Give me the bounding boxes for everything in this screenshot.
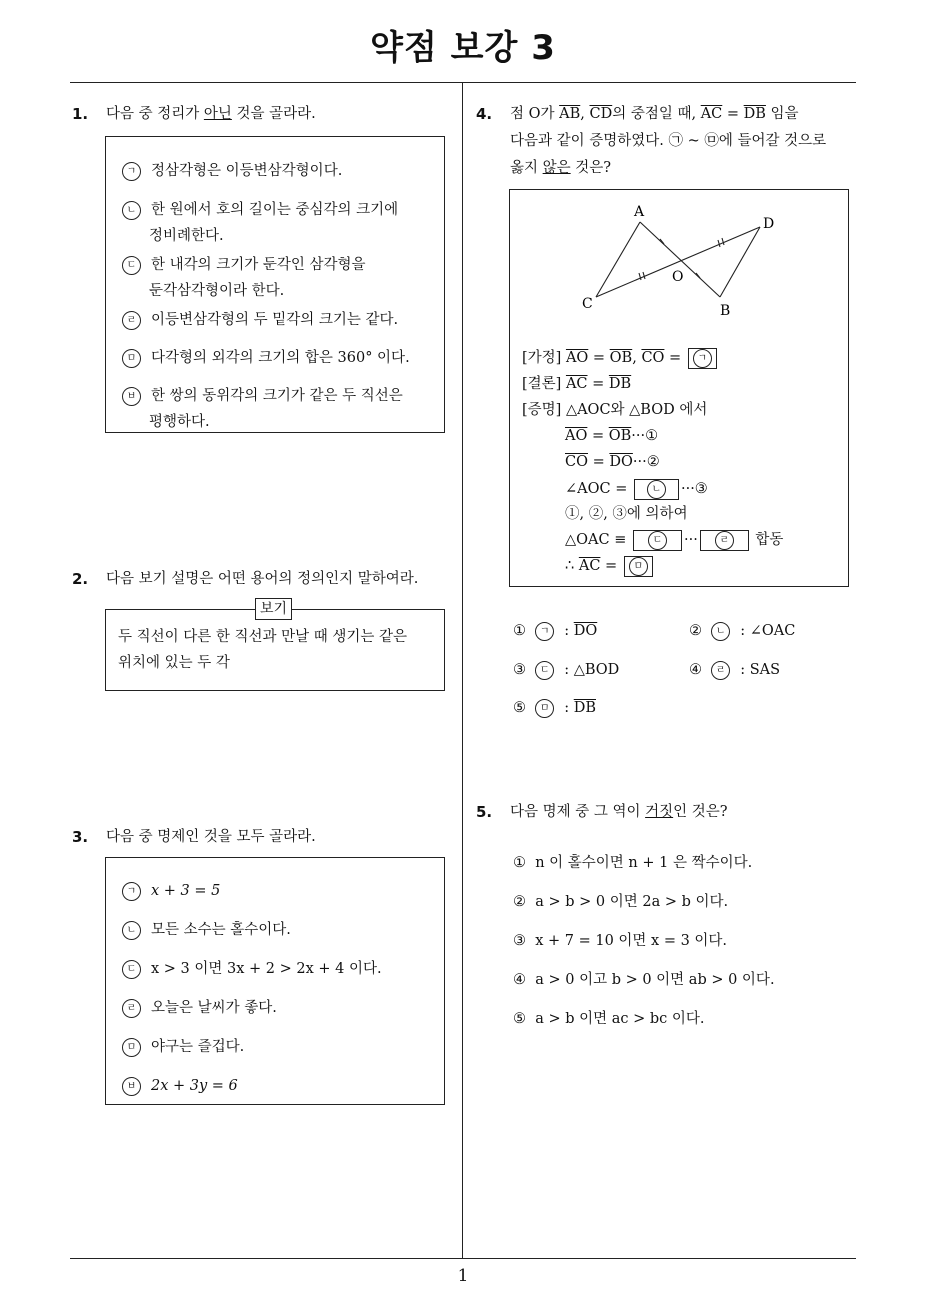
choice-number: ① bbox=[513, 855, 526, 871]
tick-mark bbox=[643, 272, 645, 279]
circled-mieum-icon: ㅁ bbox=[122, 349, 141, 368]
circled-mieum-icon: ㅁ bbox=[122, 1038, 141, 1057]
q4-text: 점 O가 bbox=[510, 106, 560, 122]
q1-prompt bbox=[106, 101, 316, 127]
q1-prompt-underlined: 아닌 bbox=[203, 106, 232, 122]
header-rule bbox=[70, 82, 856, 83]
proof-step-3 bbox=[565, 476, 708, 502]
proof-step-1: $\overline{AO}$ = $\overline{OB}\cdot\cdot\cdot ①$ bbox=[565, 428, 659, 444]
q3-item-text: x > 3 이면 3x + 2 > 2x + 4 이다. bbox=[151, 961, 382, 977]
circled-mieum-icon: ㅁ bbox=[629, 557, 648, 576]
q3-number: 3. bbox=[72, 828, 89, 846]
circled-digeut-icon: ㄷ bbox=[648, 531, 667, 550]
q1-item bbox=[122, 197, 398, 223]
choice-number: ③ bbox=[513, 933, 526, 949]
proof-given: [가정] $\overline{AO} = \overline{OB}$, $\overline{CO}$ = ㄱ bbox=[522, 345, 719, 371]
page-number: 1 bbox=[457, 1266, 469, 1286]
q4-text: 의 중점일 때, bbox=[612, 106, 701, 122]
segment-ac: $\overline{AC}$ bbox=[565, 376, 588, 392]
proof-step-6 bbox=[565, 553, 655, 579]
q3-item-text: 모든 소수는 홀수이다. bbox=[151, 922, 291, 938]
blank-box-mieum bbox=[624, 556, 653, 577]
q5-underlined: 거짓 bbox=[645, 804, 674, 820]
q1-item-cont: 정비례한다. bbox=[149, 228, 224, 244]
q1-item bbox=[122, 158, 342, 184]
choice-number: ② bbox=[689, 623, 702, 639]
choice-text: $\overline{DO}$ bbox=[573, 623, 598, 639]
vertex-o-label: O bbox=[672, 269, 684, 285]
proof-text: 합동 bbox=[755, 532, 784, 548]
choice-number: ④ bbox=[513, 972, 526, 988]
circled-giyeok-icon: ㄱ bbox=[535, 622, 554, 641]
circled-digeut-icon: ㄷ bbox=[122, 960, 141, 979]
circled-giyeok-icon: ㄱ bbox=[122, 882, 141, 901]
proof-text: △OAC ≡ bbox=[565, 532, 627, 548]
q3-item bbox=[122, 1034, 244, 1060]
q3-item bbox=[122, 878, 220, 904]
circled-rieul-icon: ㄹ bbox=[122, 999, 141, 1018]
proof-text: ··· bbox=[683, 532, 698, 548]
segment-ab-line bbox=[640, 222, 720, 297]
q1-item-cont: 둔각삼각형이라 한다. bbox=[149, 283, 285, 299]
choice-text: △BOD bbox=[573, 662, 620, 678]
q3-item-text: x + 3 = 5 bbox=[151, 883, 221, 899]
q5-choice[interactable] bbox=[513, 1006, 705, 1032]
q3-item-text: 오늘은 날씨가 좋다. bbox=[151, 1000, 277, 1016]
tick-mark bbox=[722, 238, 724, 245]
proof-tag: [증명] bbox=[522, 402, 562, 418]
segment-ca-line bbox=[596, 222, 640, 297]
vertex-d-label: D bbox=[763, 216, 775, 232]
segment-do: $\overline{DO}$ bbox=[609, 454, 633, 470]
q4-text: = bbox=[722, 106, 744, 122]
segment-ob: $\overline{OB}$ bbox=[608, 428, 632, 444]
circled-nieun-icon: ㄴ bbox=[647, 480, 666, 499]
q4-prompt-line3 bbox=[510, 155, 611, 181]
choice-text: a > 0 이고 b > 0 이면 ab > 0 이다. bbox=[535, 972, 775, 988]
blank-box-giyeok bbox=[688, 348, 717, 369]
q1-item-text: 이등변삼각형의 두 밑각의 크기는 같다. bbox=[151, 312, 399, 328]
circled-bieup-icon: ㅂ bbox=[122, 387, 141, 406]
column-divider bbox=[462, 82, 463, 1259]
choice-number: ④ bbox=[689, 662, 702, 678]
blank-box-digeut bbox=[633, 530, 682, 551]
proof-text: ∠AOC = bbox=[565, 481, 628, 497]
circled-rieul-icon: ㄹ bbox=[715, 531, 734, 550]
q5-choice[interactable] bbox=[513, 889, 728, 915]
proof-text: = bbox=[605, 558, 618, 574]
q1-item-text: 한 원에서 호의 길이는 중심각의 크기에 bbox=[151, 202, 399, 218]
q5-text: 다음 명제 중 그 역이 bbox=[510, 804, 646, 820]
segment-db: $\overline{DB}$ bbox=[743, 106, 766, 122]
circled-giyeok-icon: ㄱ bbox=[693, 349, 712, 368]
segment-cd-line bbox=[596, 227, 760, 297]
segment-co: $\overline{CO}$ bbox=[565, 454, 588, 470]
q3-item bbox=[122, 1073, 238, 1099]
q1-item bbox=[122, 252, 366, 278]
segment-ao: $\overline{AO}$ bbox=[565, 428, 588, 444]
choice-text: a > b 이면 ac > bc 이다. bbox=[535, 1011, 705, 1027]
q4-prompt-line1 bbox=[510, 101, 799, 127]
proof-conclusion: [결론] $\overline{AC} = \overline{DB}$ bbox=[522, 376, 632, 392]
given-tag: [가정] bbox=[522, 350, 562, 366]
q4-prompt-line2: 다음과 같이 증명하였다. ㉠ ~ ㉤에 들어갈 것으로 bbox=[510, 133, 827, 149]
segment-cd: $\overline{CD}$ bbox=[589, 106, 613, 122]
segment-db: $\overline{DB}$ bbox=[608, 376, 632, 392]
q4-choice[interactable]: ① ㄱ : $\overline{DO}$ bbox=[513, 623, 598, 639]
segment-co: $\overline{CO}$ bbox=[641, 350, 665, 366]
segment-ob: $\overline{OB}$ bbox=[609, 350, 633, 366]
footer-rule bbox=[70, 1258, 856, 1259]
proof-intro bbox=[522, 397, 707, 423]
choice-number: ⑤ bbox=[513, 1011, 526, 1027]
q5-choice[interactable] bbox=[513, 850, 752, 876]
circled-rieul-icon: ㄹ bbox=[711, 661, 730, 680]
proof-step-4: ①, ②, ③에 의하여 bbox=[565, 506, 688, 522]
q3-item bbox=[122, 956, 382, 982]
segment-ab: $\overline{AB}$ bbox=[559, 106, 581, 122]
circled-digeut-icon: ㄷ bbox=[535, 661, 554, 680]
q5-choice[interactable] bbox=[513, 928, 727, 954]
q3-item-text: 2x + 3y = 6 bbox=[151, 1078, 238, 1094]
therefore-symbol: ∴ bbox=[565, 558, 575, 574]
q2-box-line: 두 직선이 다른 한 직선과 만날 때 생기는 같은 bbox=[118, 629, 407, 645]
q1-item bbox=[122, 383, 403, 409]
choice-number: ① bbox=[513, 623, 526, 639]
step-ref: ···② bbox=[632, 454, 660, 470]
q2-number: 2. bbox=[72, 570, 89, 588]
q1-item bbox=[122, 345, 410, 371]
q2-prompt: 다음 보기 설명은 어떤 용어의 정의인지 말하여라. bbox=[106, 571, 419, 587]
q4-choice[interactable]: ④ ㄹ : SAS bbox=[689, 662, 781, 678]
q1-prompt-pre: 다음 중 정리가 bbox=[106, 106, 204, 122]
q4-text: 임을 bbox=[765, 106, 799, 122]
q4-choice[interactable]: ② ㄴ : ∠OAC bbox=[689, 623, 796, 639]
circled-giyeok-icon: ㄱ bbox=[122, 162, 141, 181]
segment-ac: $\overline{AC}$ bbox=[700, 106, 723, 122]
q1-item-text: 한 내각의 크기가 둔각인 삼각형을 bbox=[151, 257, 366, 273]
q3-item bbox=[122, 995, 277, 1021]
q4-underlined: 않은 bbox=[542, 160, 571, 176]
q1-item-text: 한 쌍의 동위각의 크기가 같은 두 직선은 bbox=[151, 388, 403, 404]
blank-box-nieun bbox=[634, 479, 679, 500]
q4-choice[interactable]: ③ ㄷ : △BOD bbox=[513, 662, 620, 678]
proof-text: △AOC와 △BOD 에서 bbox=[565, 402, 708, 418]
tick-mark bbox=[718, 240, 720, 247]
q4-text: 옳지 bbox=[510, 160, 543, 176]
circled-rieul-icon: ㄹ bbox=[122, 311, 141, 330]
step-ref: ···① bbox=[631, 428, 659, 444]
conclusion-tag: [결론] bbox=[522, 376, 562, 392]
choice-number: ③ bbox=[513, 662, 526, 678]
circled-nieun-icon: ㄴ bbox=[711, 622, 730, 641]
segment-db-line bbox=[720, 227, 760, 297]
q1-number: 1. bbox=[72, 105, 89, 123]
segment-ao: $\overline{AO}$ bbox=[565, 350, 589, 366]
choice-text: x + 7 = 10 이면 x = 3 이다. bbox=[535, 933, 728, 949]
choice-text: $\overline{DB}$ bbox=[573, 700, 596, 716]
q1-item-cont: 평행하다. bbox=[149, 414, 210, 430]
vertex-b-label: B bbox=[720, 303, 731, 319]
q5-prompt bbox=[510, 799, 728, 825]
choice-text: a > b > 0 이면 2a > b 이다. bbox=[535, 894, 729, 910]
q4-text: 것은? bbox=[570, 160, 612, 176]
q2-box-line: 위치에 있는 두 각 bbox=[118, 655, 230, 671]
q1-prompt-post: 것을 골라라. bbox=[231, 106, 316, 122]
vertex-a-label: A bbox=[634, 204, 645, 220]
q4-choice[interactable]: ⑤ ㅁ : $\overline{DB}$ bbox=[513, 700, 596, 716]
proof-step-5 bbox=[565, 527, 783, 553]
choice-text: ∠OAC bbox=[749, 623, 796, 639]
q4-text: , bbox=[580, 106, 590, 122]
q1-item bbox=[122, 307, 398, 333]
q1-item-text: 다각형의 외각의 크기의 합은 360° 이다. bbox=[151, 350, 410, 366]
q5-number: 5. bbox=[476, 803, 493, 821]
q3-item-text: 야구는 즐겁다. bbox=[151, 1039, 245, 1055]
circled-mieum-icon: ㅁ bbox=[535, 699, 554, 718]
proof-step-2: $\overline{CO}$ = $\overline{DO}\cdot\cdot\cdot ②$ bbox=[565, 454, 660, 470]
segment-ac: $\overline{AC}$ bbox=[578, 558, 601, 574]
choice-text: SAS bbox=[749, 662, 781, 678]
q5-choice[interactable] bbox=[513, 967, 775, 993]
circled-nieun-icon: ㄴ bbox=[122, 201, 141, 220]
q4-number: 4. bbox=[476, 105, 493, 123]
circled-digeut-icon: ㄷ bbox=[122, 256, 141, 275]
circled-bieup-icon: ㅂ bbox=[122, 1077, 141, 1096]
q5-text: 인 것은? bbox=[673, 804, 728, 820]
bogi-label: 보기 bbox=[255, 598, 292, 620]
choice-number: ② bbox=[513, 894, 526, 910]
q3-item bbox=[122, 917, 291, 943]
step-ref: ···③ bbox=[680, 481, 708, 497]
blank-box-rieul bbox=[700, 530, 749, 551]
q3-prompt: 다음 중 명제인 것을 모두 골라라. bbox=[106, 829, 316, 845]
choice-text: n 이 홀수이면 n + 1 은 짝수이다. bbox=[535, 855, 753, 871]
page-title: 약점 보강 3 bbox=[370, 28, 556, 68]
q1-item-text: 정삼각형은 이등변삼각형이다. bbox=[151, 163, 343, 179]
circled-nieun-icon: ㄴ bbox=[122, 921, 141, 940]
vertex-c-label: C bbox=[582, 296, 593, 312]
two-triangles-figure bbox=[560, 200, 810, 325]
choice-number: ⑤ bbox=[513, 700, 526, 716]
